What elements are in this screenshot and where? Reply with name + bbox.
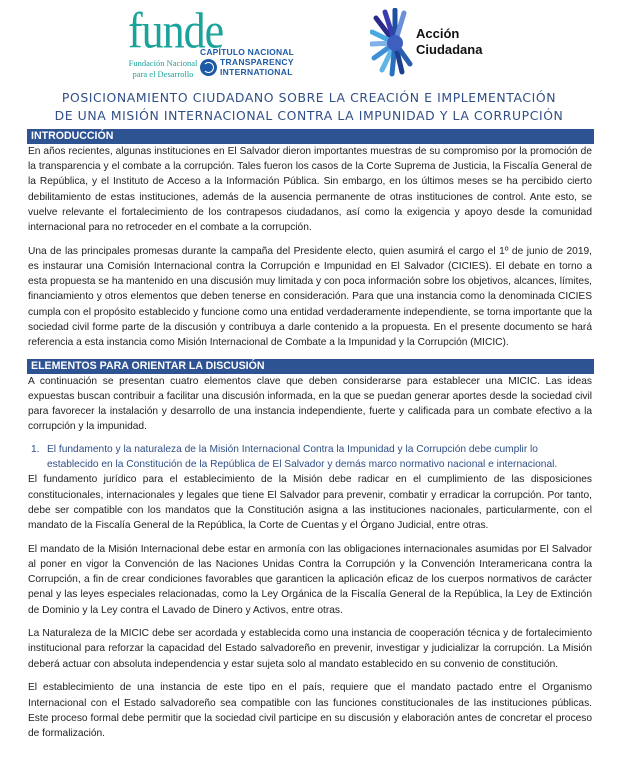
ti-line-transparency: TRANSPARENCY — [220, 57, 294, 67]
transparency-international-logo — [200, 47, 294, 77]
accion-ciudadana-logo — [370, 8, 510, 78]
funde-subtitle: Fundación Nacional para el Desarrollo — [128, 58, 198, 79]
elementos-paragraph-1: A continuación se presentan cuatro elementos clave que deben considerarse para establecer una MICIC. Las ideas expuestas buscan contribuir a facilitar una discusión informada, en la que se puedan generar aportes desde la sociedad civil para favorecer la instalación y desarrollo de una instancia independiente, fuerte y calificada para un combate efectivo a la corrupción y la impunidad. — [28, 375, 592, 433]
hands-icon — [370, 8, 420, 78]
document-body — [28, 129, 592, 741]
accion-line2: Ciudadana — [416, 42, 483, 57]
section-heading-introduccion: INTRODUCCIÓN — [27, 129, 594, 144]
ti-chapter-label: CAPÍTULO NACIONAL — [200, 47, 295, 57]
title-line-2: DE UNA MISIÓN INTERNACIONAL CONTRA LA IMPUNIDAD Y LA CORRUPCIÓN — [54, 108, 564, 123]
item-1-paragraph-1: El fundamento jurídico para el establecimiento de la Misión debe radicar en el cumplimiento de las disposiciones constitucionales, internacionales y legales que tiene El Salvador para prevenir, combatir y erradicar la corrupción. Por tanto, debe ser compatible con los mandatos que la Constitución asigna a las instituciones nacionales, particularmente, con el mandato de la Fiscalía General de la República, la Corte de Cuentas y el Órgano Judicial, entre otras. — [28, 474, 592, 532]
section-heading-elementos: ELEMENTOS PARA ORIENTAR LA DISCUSIÓN — [27, 359, 594, 374]
item-1-paragraph-2: El mandato de la Misión Internacional debe estar en armonía con las obligaciones internacionales asumidas por El Salvador al poner en vigor la Convención de las Naciones Unidas Contra la Corrupción y la Convención Interamericana contra la Corrupción, a fin de crear condiciones favorables que garanticen la aplicación eficaz de los cuerpos normativos de carácter penal y las leyes especiales relacionadas, como la Ley Orgánica de la Fiscalía General de la República, la Ley de Extinción de Dominio y la Ley contra el Lavado de Dinero y Activos, entre otras. — [28, 543, 592, 616]
numbered-item-1 — [28, 443, 592, 472]
intro-paragraph-2: Una de las principales promesas durante la campaña del Presidente electo, quien asumirá el cargo el 1º de junio de 2019, es instaurar una Comisión Internacional contra la Corrupción e Impunidad en El Salvador (CICIES). El debate en torno a esta propuesta se ha mantenido en una discusión muy limitada y con poca información sobre los objetivos, alcances, límites, financiamiento y otros elementos que deben tenerse en consideración. Para que una instancia como la denominada CICIES cumpla con el propósito establecido y funcione como una entidad verdaderamente independiente, se torna importante que la sociedad civil forme parte de la discusión y contribuya a darle contenido a la propuesta. En el presente documento se hará referencia a esta instancia como Misión Internacional de Combate a la Impunidad y la Corrupción (MICIC). — [28, 245, 592, 348]
document-title — [0, 89, 618, 125]
funde-wordmark: funde — [128, 2, 224, 59]
title-line-1: POSICIONAMIENTO CIUDADANO SOBRE LA CREACIÓN E IMPLEMENTACIÓN — [61, 90, 557, 105]
globe-icon — [200, 59, 217, 76]
item-title: El fundamento y la naturaleza de la Misión Internacional Contra la Impunidad y la Corrupción debe cumplir lo establecido en la Constitución de la República de El Salvador y demás marco normativo nacional e internacional. — [47, 444, 558, 470]
funde-logo — [128, 2, 238, 79]
intro-paragraph-1: En años recientes, algunas instituciones en El Salvador dieron importantes muestras de su compromiso por la promoción de la transparencia y el combate a la corrupción. Tales fueron los casos de la Corte Suprema de Justicia, la Fiscalía General de la República, y el Instituto de Acceso a la Información Pública. Sin embargo, en los últimos meses se ha percibido cierto debilitamiento de estas instituciones, además de la ausencia permanente de otras instituciones de control. Ante esto, se vuelve relevante el fortalecimiento de los contrapesos ciudadanos, así como la exigencia y apoyo desde la comunidad internacional para no retroceder en el combate a la corrupción. — [28, 146, 592, 234]
item-number: 1. — [31, 444, 40, 456]
item-1-paragraph-3: La Naturaleza de la MICIC debe ser acordada y establecida como una instancia de cooperación técnica y de fortalecimiento institucional para reforzar la capacidad del Estado salvadoreño en prevenir, investigar y judicializar la corrupción. La Misión deberá actuar con absoluta independencia y estar sujeta solo al mandato establecido en su convenio de constitución. — [28, 628, 592, 670]
document-header — [0, 0, 618, 84]
accion-line1: Acción — [416, 26, 460, 41]
ti-line-international: INTERNATIONAL — [220, 66, 293, 77]
item-1-paragraph-4: El establecimiento de una instancia de este tipo en el país, requiere que el mandato pactado entre el Organismo Internacional con el Estado salvadoreño sea compatible con las funciones constitucionales de las instituciones públicas. Este proceso formal debe permitir que la sociedad civil participe en su discusión y elaboración antes de concretar el proceso de formalización. — [28, 682, 592, 739]
